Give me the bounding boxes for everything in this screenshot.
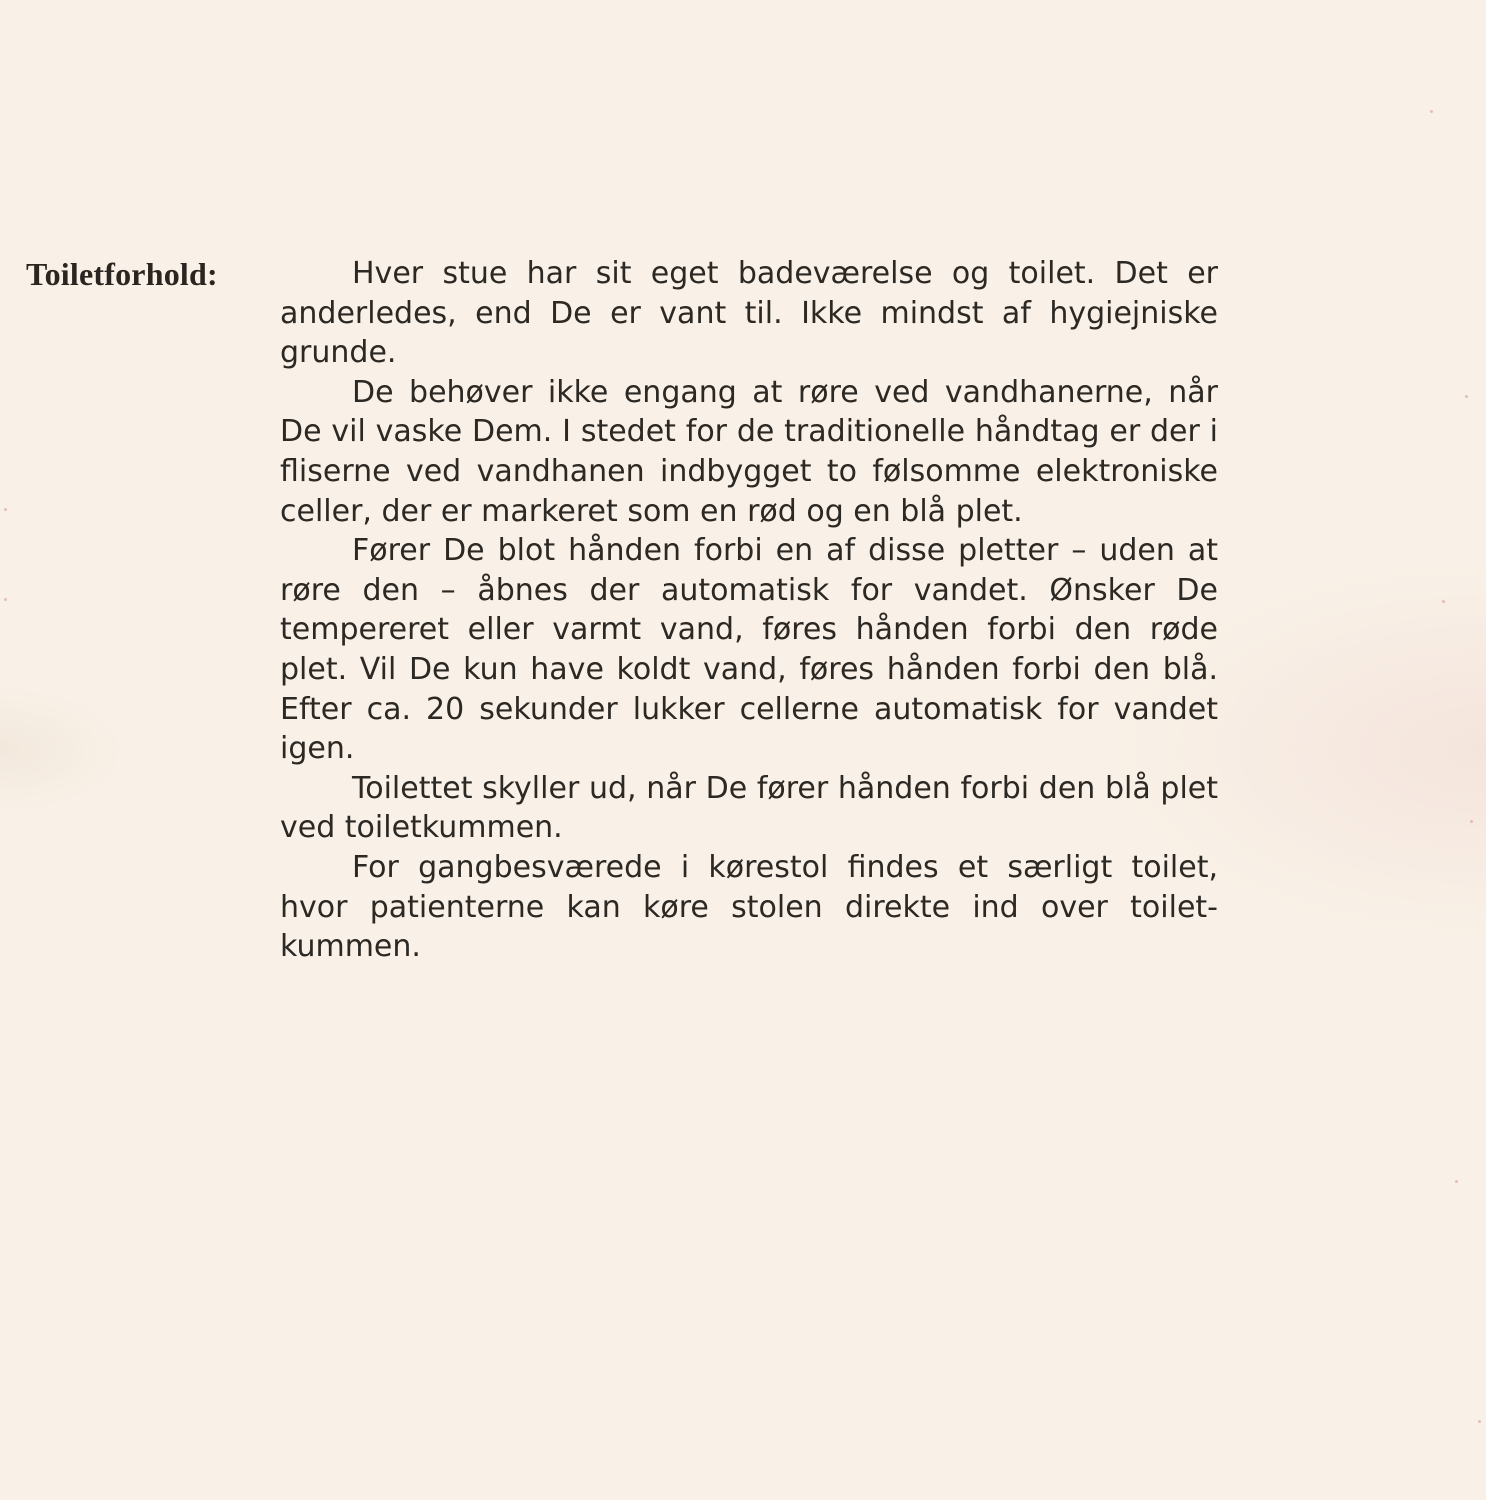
body-text — [280, 254, 1218, 967]
paper-speck — [1470, 820, 1473, 823]
paragraph: De behøver ikke engang at røre ved vandhanerne, når De vil vaske Dem. I stedet for de traditionelle håndtag er der i fliserne ved vandhanen indbygget to følsomme elektroniske celler, der er markeret som en rød og en blå plet. — [280, 374, 1218, 529]
paragraph: Fører De blot hånden forbi en af disse pletter – uden at røre den – åbnes der automatisk for vandet. Ønsker De tempereret eller varmt vand, føres hånden forbi den røde plet. Vil De kun have koldt vand, føres hånden forbi den blå. Efter ca. 20 sekunder lukker cellerne automatisk for vandet igen. — [280, 533, 1218, 767]
paragraph: For gangbesværede i kørestol findes et særligt toilet, hvor patienterne kan køre stolen direkte ind over toiletkummen. — [280, 849, 1218, 965]
paper-speck — [1430, 110, 1433, 113]
paper-speck — [1442, 600, 1445, 603]
paper-speck — [1478, 1420, 1481, 1423]
section-heading: Toiletforhold: — [26, 256, 218, 292]
paper-speck — [4, 598, 7, 601]
paragraph: Hver stue har sit eget badeværelse og toilet. Det er anderledes, end De er vant til. Ikke mindst af hygiejniske grunde. — [280, 256, 1218, 371]
paper-speck — [1455, 1180, 1458, 1183]
paragraph: Toilettet skyller ud, når De fører hånden forbi den blå plet ved toiletkummen. — [280, 770, 1218, 846]
paper-speck — [1465, 395, 1468, 398]
paper-speck — [4, 508, 7, 511]
